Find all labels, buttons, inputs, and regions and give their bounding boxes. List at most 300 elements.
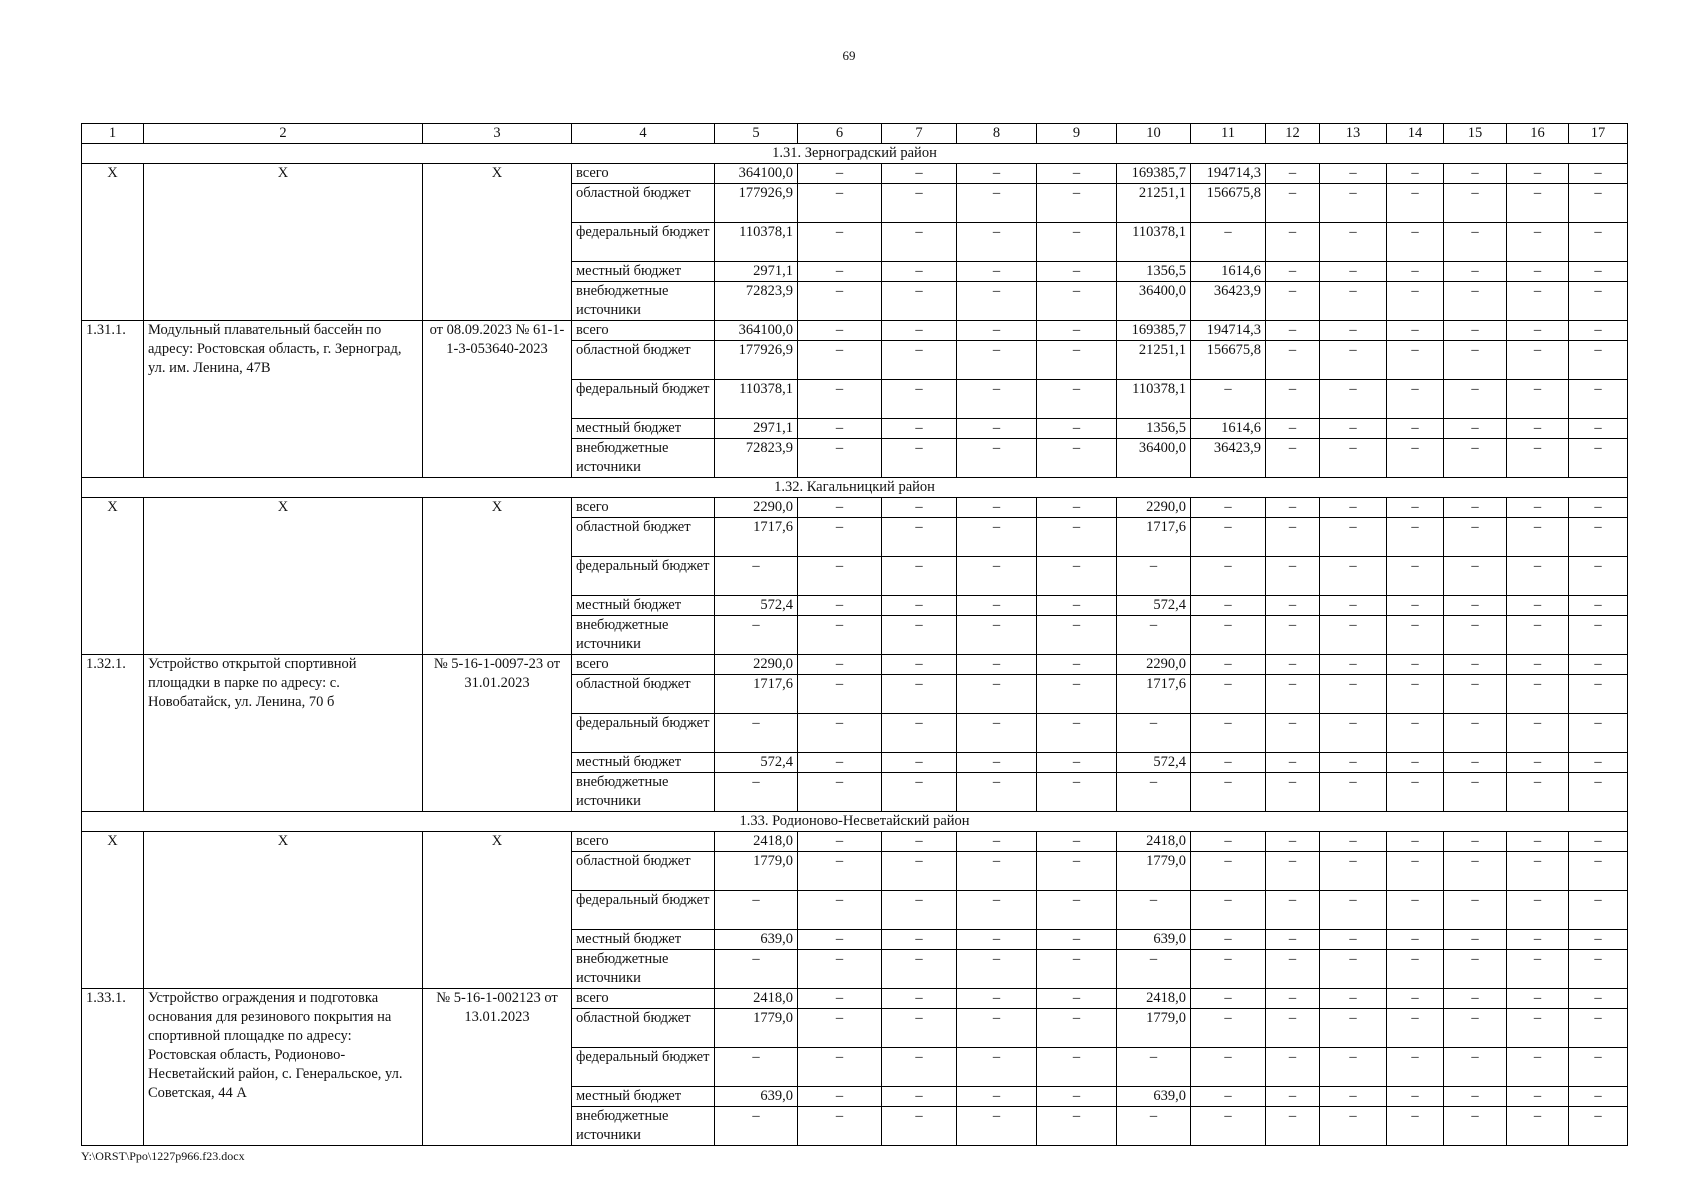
value-col6: –: [798, 773, 882, 812]
value-col15: –: [1444, 164, 1507, 184]
value-col5: 364100,0: [715, 321, 798, 341]
value-col17: –: [1569, 1009, 1628, 1048]
table-row: [82, 832, 1628, 852]
value-col11: 194714,3: [1191, 164, 1266, 184]
value-col16: –: [1507, 282, 1569, 321]
value-col9: –: [1037, 753, 1117, 773]
value-col13: –: [1320, 655, 1387, 675]
value-col9: –: [1037, 891, 1117, 930]
value-col16: –: [1507, 1107, 1569, 1146]
item-number: X: [82, 164, 144, 321]
value-col14: –: [1387, 675, 1444, 714]
value-col6: –: [798, 1087, 882, 1107]
value-col12: –: [1266, 616, 1320, 655]
value-col11: –: [1191, 714, 1266, 753]
value-col15: –: [1444, 262, 1507, 282]
value-col17: –: [1569, 1107, 1628, 1146]
value-col13: –: [1320, 714, 1387, 753]
value-col7: –: [882, 773, 957, 812]
value-col11: 36423,9: [1191, 282, 1266, 321]
value-col6: –: [798, 753, 882, 773]
value-col8: –: [957, 184, 1037, 223]
value-col7: –: [882, 380, 957, 419]
value-col13: –: [1320, 282, 1387, 321]
value-col14: –: [1387, 852, 1444, 891]
value-col11: 1614,6: [1191, 419, 1266, 439]
value-col15: –: [1444, 1087, 1507, 1107]
value-col8: –: [957, 282, 1037, 321]
value-col15: –: [1444, 1009, 1507, 1048]
value-col17: –: [1569, 439, 1628, 478]
value-col6: –: [798, 419, 882, 439]
value-col11: 1614,6: [1191, 262, 1266, 282]
value-col7: –: [882, 223, 957, 262]
value-col9: –: [1037, 184, 1117, 223]
section-row: [82, 144, 1628, 164]
value-col5: –: [715, 773, 798, 812]
value-col6: –: [798, 891, 882, 930]
value-col6: –: [798, 714, 882, 753]
value-col9: –: [1037, 1009, 1117, 1048]
value-col17: –: [1569, 930, 1628, 950]
value-col17: –: [1569, 714, 1628, 753]
value-col13: –: [1320, 321, 1387, 341]
column-header: 15: [1444, 124, 1507, 144]
value-col17: –: [1569, 164, 1628, 184]
value-col5: 572,4: [715, 753, 798, 773]
item-number: 1.33.1.: [82, 989, 144, 1146]
value-col17: –: [1569, 321, 1628, 341]
value-col9: –: [1037, 832, 1117, 852]
value-col10: 2418,0: [1117, 832, 1191, 852]
value-col12: –: [1266, 439, 1320, 478]
value-col6: –: [798, 930, 882, 950]
value-col7: –: [882, 282, 957, 321]
value-col12: –: [1266, 596, 1320, 616]
value-col7: –: [882, 753, 957, 773]
value-col8: –: [957, 380, 1037, 419]
value-col8: –: [957, 557, 1037, 596]
column-header: 1: [82, 124, 144, 144]
value-col8: –: [957, 675, 1037, 714]
value-col13: –: [1320, 950, 1387, 989]
value-col14: –: [1387, 891, 1444, 930]
value-col16: –: [1507, 1009, 1569, 1048]
table-row: [82, 989, 1628, 1009]
value-col5: 639,0: [715, 930, 798, 950]
table-body: [82, 124, 1628, 1146]
value-col16: –: [1507, 891, 1569, 930]
header-row: [82, 124, 1628, 144]
value-col15: –: [1444, 950, 1507, 989]
value-col6: –: [798, 164, 882, 184]
value-col5: –: [715, 950, 798, 989]
value-col9: –: [1037, 498, 1117, 518]
value-col6: –: [798, 852, 882, 891]
value-col14: –: [1387, 1107, 1444, 1146]
value-col15: –: [1444, 498, 1507, 518]
value-col12: –: [1266, 930, 1320, 950]
value-col5: 1717,6: [715, 675, 798, 714]
value-col16: –: [1507, 262, 1569, 282]
value-col6: –: [798, 1009, 882, 1048]
value-col17: –: [1569, 518, 1628, 557]
value-col7: –: [882, 832, 957, 852]
value-col15: –: [1444, 223, 1507, 262]
value-col16: –: [1507, 852, 1569, 891]
value-col14: –: [1387, 753, 1444, 773]
funding-source: местный бюджет: [572, 1087, 715, 1107]
funding-source: областной бюджет: [572, 341, 715, 380]
value-col14: –: [1387, 557, 1444, 596]
value-col17: –: [1569, 852, 1628, 891]
value-col13: –: [1320, 891, 1387, 930]
value-col12: –: [1266, 184, 1320, 223]
value-col13: –: [1320, 616, 1387, 655]
value-col16: –: [1507, 557, 1569, 596]
value-col10: –: [1117, 950, 1191, 989]
value-col8: –: [957, 714, 1037, 753]
value-col16: –: [1507, 930, 1569, 950]
value-col10: –: [1117, 616, 1191, 655]
value-col8: –: [957, 321, 1037, 341]
value-col10: 21251,1: [1117, 341, 1191, 380]
column-header: 13: [1320, 124, 1387, 144]
value-col14: –: [1387, 950, 1444, 989]
value-col7: –: [882, 498, 957, 518]
value-col13: –: [1320, 1087, 1387, 1107]
value-col15: –: [1444, 380, 1507, 419]
value-col5: –: [715, 1107, 798, 1146]
value-col10: 572,4: [1117, 753, 1191, 773]
item-number: X: [82, 498, 144, 655]
value-col8: –: [957, 223, 1037, 262]
value-col8: –: [957, 596, 1037, 616]
value-col13: –: [1320, 439, 1387, 478]
value-col12: –: [1266, 832, 1320, 852]
value-col9: –: [1037, 852, 1117, 891]
value-col6: –: [798, 950, 882, 989]
column-header: 11: [1191, 124, 1266, 144]
value-col12: –: [1266, 557, 1320, 596]
value-col8: –: [957, 616, 1037, 655]
value-col13: –: [1320, 498, 1387, 518]
value-col5: 2418,0: [715, 832, 798, 852]
value-col13: –: [1320, 223, 1387, 262]
value-col16: –: [1507, 184, 1569, 223]
value-col15: –: [1444, 1048, 1507, 1087]
value-col13: –: [1320, 753, 1387, 773]
value-col15: –: [1444, 557, 1507, 596]
value-col15: –: [1444, 321, 1507, 341]
value-col12: –: [1266, 773, 1320, 812]
value-col15: –: [1444, 773, 1507, 812]
column-header: 2: [144, 124, 423, 144]
value-col12: –: [1266, 1009, 1320, 1048]
value-col10: 169385,7: [1117, 164, 1191, 184]
value-col16: –: [1507, 832, 1569, 852]
value-col12: –: [1266, 321, 1320, 341]
funding-source: областной бюджет: [572, 675, 715, 714]
document-ref: X: [423, 498, 572, 655]
item-number: 1.31.1.: [82, 321, 144, 478]
value-col10: 1356,5: [1117, 262, 1191, 282]
value-col11: 156675,8: [1191, 184, 1266, 223]
funding-source: внебюджетные источники: [572, 1107, 715, 1146]
value-col10: –: [1117, 891, 1191, 930]
funding-source: местный бюджет: [572, 419, 715, 439]
value-col11: –: [1191, 1087, 1266, 1107]
funding-source: федеральный бюджет: [572, 1048, 715, 1087]
section-title: 1.33. Родионово-Несветайский район: [82, 812, 1628, 832]
value-col9: –: [1037, 773, 1117, 812]
value-col5: 2971,1: [715, 419, 798, 439]
value-col10: 36400,0: [1117, 282, 1191, 321]
value-col12: –: [1266, 223, 1320, 262]
value-col12: –: [1266, 380, 1320, 419]
value-col16: –: [1507, 439, 1569, 478]
value-col14: –: [1387, 714, 1444, 753]
value-col9: –: [1037, 321, 1117, 341]
funding-source: внебюджетные источники: [572, 282, 715, 321]
column-header: 9: [1037, 124, 1117, 144]
value-col16: –: [1507, 753, 1569, 773]
value-col6: –: [798, 341, 882, 380]
value-col14: –: [1387, 439, 1444, 478]
value-col13: –: [1320, 380, 1387, 419]
value-col6: –: [798, 282, 882, 321]
value-col8: –: [957, 753, 1037, 773]
value-col7: –: [882, 1107, 957, 1146]
value-col16: –: [1507, 655, 1569, 675]
section-row: [82, 812, 1628, 832]
funding-source: всего: [572, 321, 715, 341]
value-col16: –: [1507, 950, 1569, 989]
value-col13: –: [1320, 773, 1387, 812]
value-col5: –: [715, 616, 798, 655]
budget-table: [81, 123, 1628, 1146]
value-col8: –: [957, 989, 1037, 1009]
value-col12: –: [1266, 518, 1320, 557]
value-col5: 639,0: [715, 1087, 798, 1107]
object-name: Устройство ограждения и подготовка основания для резинового покрытия на спортивной площадке по адресу: Ростовская область, Родионово-Несветайский район, с. Генеральское, ул. Советская, 44 А: [144, 989, 423, 1146]
value-col6: –: [798, 498, 882, 518]
value-col5: –: [715, 1048, 798, 1087]
value-col11: –: [1191, 1048, 1266, 1087]
value-col12: –: [1266, 989, 1320, 1009]
value-col7: –: [882, 655, 957, 675]
value-col9: –: [1037, 282, 1117, 321]
value-col16: –: [1507, 419, 1569, 439]
value-col10: 639,0: [1117, 930, 1191, 950]
page-number: 69: [842, 48, 856, 63]
value-col15: –: [1444, 832, 1507, 852]
value-col7: –: [882, 184, 957, 223]
value-col5: –: [715, 557, 798, 596]
value-col11: –: [1191, 518, 1266, 557]
value-col15: –: [1444, 753, 1507, 773]
value-col9: –: [1037, 1087, 1117, 1107]
value-col9: –: [1037, 950, 1117, 989]
value-col17: –: [1569, 498, 1628, 518]
value-col10: 110378,1: [1117, 223, 1191, 262]
value-col9: –: [1037, 262, 1117, 282]
value-col6: –: [798, 184, 882, 223]
value-col8: –: [957, 930, 1037, 950]
value-col11: –: [1191, 675, 1266, 714]
column-header: 14: [1387, 124, 1444, 144]
value-col12: –: [1266, 753, 1320, 773]
value-col17: –: [1569, 675, 1628, 714]
section-title: 1.31. Зерноградский район: [82, 144, 1628, 164]
value-col7: –: [882, 518, 957, 557]
value-col15: –: [1444, 891, 1507, 930]
value-col5: 1779,0: [715, 852, 798, 891]
value-col13: –: [1320, 557, 1387, 596]
column-header: 17: [1569, 124, 1628, 144]
value-col5: 2290,0: [715, 498, 798, 518]
object-name: X: [144, 164, 423, 321]
value-col6: –: [798, 989, 882, 1009]
value-col11: –: [1191, 1107, 1266, 1146]
value-col9: –: [1037, 1107, 1117, 1146]
value-col10: 1717,6: [1117, 518, 1191, 557]
funding-source: внебюджетные источники: [572, 773, 715, 812]
value-col10: 36400,0: [1117, 439, 1191, 478]
value-col11: –: [1191, 950, 1266, 989]
value-col13: –: [1320, 262, 1387, 282]
value-col14: –: [1387, 832, 1444, 852]
value-col15: –: [1444, 675, 1507, 714]
value-col15: –: [1444, 655, 1507, 675]
value-col8: –: [957, 852, 1037, 891]
value-col8: –: [957, 1009, 1037, 1048]
value-col10: 639,0: [1117, 1087, 1191, 1107]
table-row: [82, 321, 1628, 341]
value-col7: –: [882, 1009, 957, 1048]
value-col5: 572,4: [715, 596, 798, 616]
funding-source: всего: [572, 164, 715, 184]
value-col9: –: [1037, 557, 1117, 596]
value-col7: –: [882, 557, 957, 596]
value-col17: –: [1569, 282, 1628, 321]
value-col7: –: [882, 989, 957, 1009]
value-col7: –: [882, 714, 957, 753]
document-ref: X: [423, 832, 572, 989]
value-col10: 1779,0: [1117, 852, 1191, 891]
value-col5: 2418,0: [715, 989, 798, 1009]
value-col10: 2290,0: [1117, 655, 1191, 675]
value-col17: –: [1569, 223, 1628, 262]
value-col11: –: [1191, 891, 1266, 930]
value-col7: –: [882, 1048, 957, 1087]
value-col6: –: [798, 616, 882, 655]
value-col9: –: [1037, 419, 1117, 439]
value-col6: –: [798, 675, 882, 714]
value-col7: –: [882, 164, 957, 184]
value-col8: –: [957, 439, 1037, 478]
value-col13: –: [1320, 341, 1387, 380]
value-col17: –: [1569, 341, 1628, 380]
value-col7: –: [882, 930, 957, 950]
value-col14: –: [1387, 184, 1444, 223]
value-col13: –: [1320, 930, 1387, 950]
section-title: 1.32. Кагальницкий район: [82, 478, 1628, 498]
value-col7: –: [882, 616, 957, 655]
funding-source: областной бюджет: [572, 184, 715, 223]
value-col5: 110378,1: [715, 380, 798, 419]
value-col7: –: [882, 950, 957, 989]
value-col11: –: [1191, 655, 1266, 675]
document-ref: X: [423, 164, 572, 321]
value-col10: –: [1117, 714, 1191, 753]
column-header: 7: [882, 124, 957, 144]
value-col15: –: [1444, 282, 1507, 321]
value-col11: –: [1191, 773, 1266, 812]
value-col11: –: [1191, 380, 1266, 419]
value-col11: –: [1191, 1009, 1266, 1048]
value-col10: 572,4: [1117, 596, 1191, 616]
value-col5: 72823,9: [715, 282, 798, 321]
value-col14: –: [1387, 773, 1444, 812]
value-col6: –: [798, 380, 882, 419]
value-col13: –: [1320, 518, 1387, 557]
value-col15: –: [1444, 616, 1507, 655]
value-col12: –: [1266, 1087, 1320, 1107]
value-col14: –: [1387, 223, 1444, 262]
funding-source: местный бюджет: [572, 930, 715, 950]
value-col16: –: [1507, 596, 1569, 616]
value-col13: –: [1320, 164, 1387, 184]
value-col10: –: [1117, 773, 1191, 812]
value-col17: –: [1569, 832, 1628, 852]
funding-source: всего: [572, 655, 715, 675]
value-col14: –: [1387, 1087, 1444, 1107]
value-col16: –: [1507, 380, 1569, 419]
value-col16: –: [1507, 773, 1569, 812]
column-header: 12: [1266, 124, 1320, 144]
value-col12: –: [1266, 714, 1320, 753]
value-col17: –: [1569, 557, 1628, 596]
value-col13: –: [1320, 596, 1387, 616]
value-col6: –: [798, 1107, 882, 1146]
document-ref: № 5-16-1-002123 от 13.01.2023: [423, 989, 572, 1146]
value-col9: –: [1037, 341, 1117, 380]
value-col14: –: [1387, 518, 1444, 557]
value-col17: –: [1569, 950, 1628, 989]
value-col8: –: [957, 1087, 1037, 1107]
value-col8: –: [957, 891, 1037, 930]
value-col17: –: [1569, 753, 1628, 773]
funding-source: внебюджетные источники: [572, 616, 715, 655]
value-col16: –: [1507, 1087, 1569, 1107]
value-col12: –: [1266, 498, 1320, 518]
value-col6: –: [798, 223, 882, 262]
value-col6: –: [798, 655, 882, 675]
value-col14: –: [1387, 989, 1444, 1009]
value-col5: 2290,0: [715, 655, 798, 675]
funding-source: федеральный бюджет: [572, 714, 715, 753]
value-col11: 156675,8: [1191, 341, 1266, 380]
value-col13: –: [1320, 1107, 1387, 1146]
value-col5: 177926,9: [715, 184, 798, 223]
value-col17: –: [1569, 616, 1628, 655]
value-col11: –: [1191, 930, 1266, 950]
value-col8: –: [957, 773, 1037, 812]
value-col10: 2418,0: [1117, 989, 1191, 1009]
value-col9: –: [1037, 518, 1117, 557]
value-col17: –: [1569, 184, 1628, 223]
